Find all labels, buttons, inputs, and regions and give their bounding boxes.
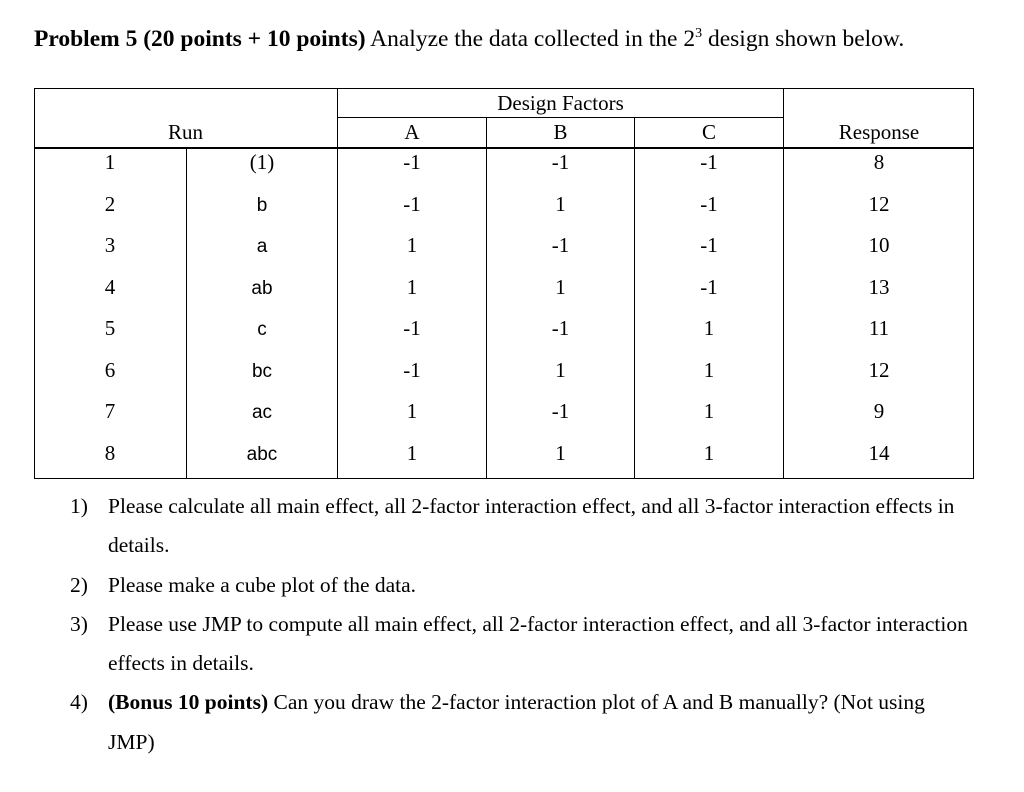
response-value: 12 [868,192,890,216]
question-text: Please use JMP to compute all main effect, all 2-factor interaction effect, and all 3-factor interaction effects in details. [108,611,968,676]
factor-a-value: -1 [403,316,421,340]
factor-a-value: 1 [406,233,418,257]
factor-b-value: 1 [555,192,566,216]
factor-b-value: 1 [555,358,566,382]
question-list [70,487,970,762]
response-value: 10 [868,233,890,257]
factor-b-value: -1 [551,316,570,340]
response-value: 8 [873,150,885,174]
factor-c-value: 1 [703,441,715,465]
factor-b-value: -1 [551,233,570,257]
run-number: 2 [104,192,116,216]
response-value: 13 [868,275,890,299]
factor-b-value: 1 [555,441,566,465]
factor-a-value: -1 [403,192,421,216]
question-number: 3) [70,611,88,636]
run-header: Run [167,120,203,144]
factor-c-value: -1 [700,150,718,174]
run-number: 8 [104,441,116,465]
factor-c-header: C [701,120,716,144]
header-rule [34,147,974,149]
question-item [70,566,970,605]
run-label: (1) [249,150,275,174]
factor-c-value: -1 [700,233,718,257]
question-text: Please calculate all main effect, all 2-factor interaction effect, and all 3-factor interaction effects in details. [108,494,955,558]
question-bold-prefix: (Bonus 10 points) [108,690,269,715]
question-text: Can you draw the 2-factor interaction plot of A and B manually? (Not using JMP) [108,690,925,754]
response-value: 14 [868,441,890,465]
response-value: 9 [873,399,885,423]
run-number: 4 [104,275,116,299]
factor-a-value: 1 [406,275,418,299]
response-header: Response [838,120,920,144]
response-value: 12 [868,358,890,382]
response-value: 11 [868,316,890,340]
factor-c-value: -1 [700,275,718,299]
factor-a-value: -1 [403,150,421,174]
question-item [70,487,970,566]
question-item [70,605,970,684]
heading-text-before: Analyze the data collected in the 2 [370,26,696,52]
question-number: 4) [70,690,88,715]
factor-c-value: 1 [703,399,715,423]
run-number: 5 [104,316,116,340]
group-header-rule [338,117,783,118]
heading-superscript: 3 [695,26,703,41]
design-table [34,88,974,479]
run-label: c [257,319,267,340]
question-item [70,683,970,762]
question-number: 2) [70,572,88,597]
run-label: b [256,195,268,216]
factor-c-value: 1 [703,358,715,382]
table-border-top [34,88,974,89]
design-factors-header: Design Factors [497,91,624,115]
run-number: 1 [104,150,116,174]
run-label: a [256,236,268,257]
question-text: Please make a cube plot of the data. [108,572,417,597]
run-number: 7 [104,399,116,423]
factor-a-header: A [404,120,420,144]
factor-b-header: B [553,120,568,144]
table-border-bottom [34,478,974,479]
factor-a-value: -1 [403,358,421,382]
run-label: abc [246,444,278,465]
question-number: 1) [70,494,88,518]
run-number: 3 [104,233,116,257]
heading-text-after: design shown below. [702,26,905,52]
factor-b-value: -1 [551,399,570,423]
problem-label: Problem 5 (20 points + 10 points) [34,26,366,52]
factor-b-value: -1 [551,150,570,174]
run-label: ab [251,278,273,299]
factor-c-value: -1 [700,192,718,216]
factor-a-value: 1 [406,441,418,465]
problem-heading [34,26,904,53]
run-label: ac [251,402,273,423]
run-number: 6 [104,358,116,382]
factor-b-value: 1 [555,275,566,299]
run-label: bc [251,361,273,382]
factor-a-value: 1 [406,399,418,423]
factor-c-value: 1 [703,316,715,340]
